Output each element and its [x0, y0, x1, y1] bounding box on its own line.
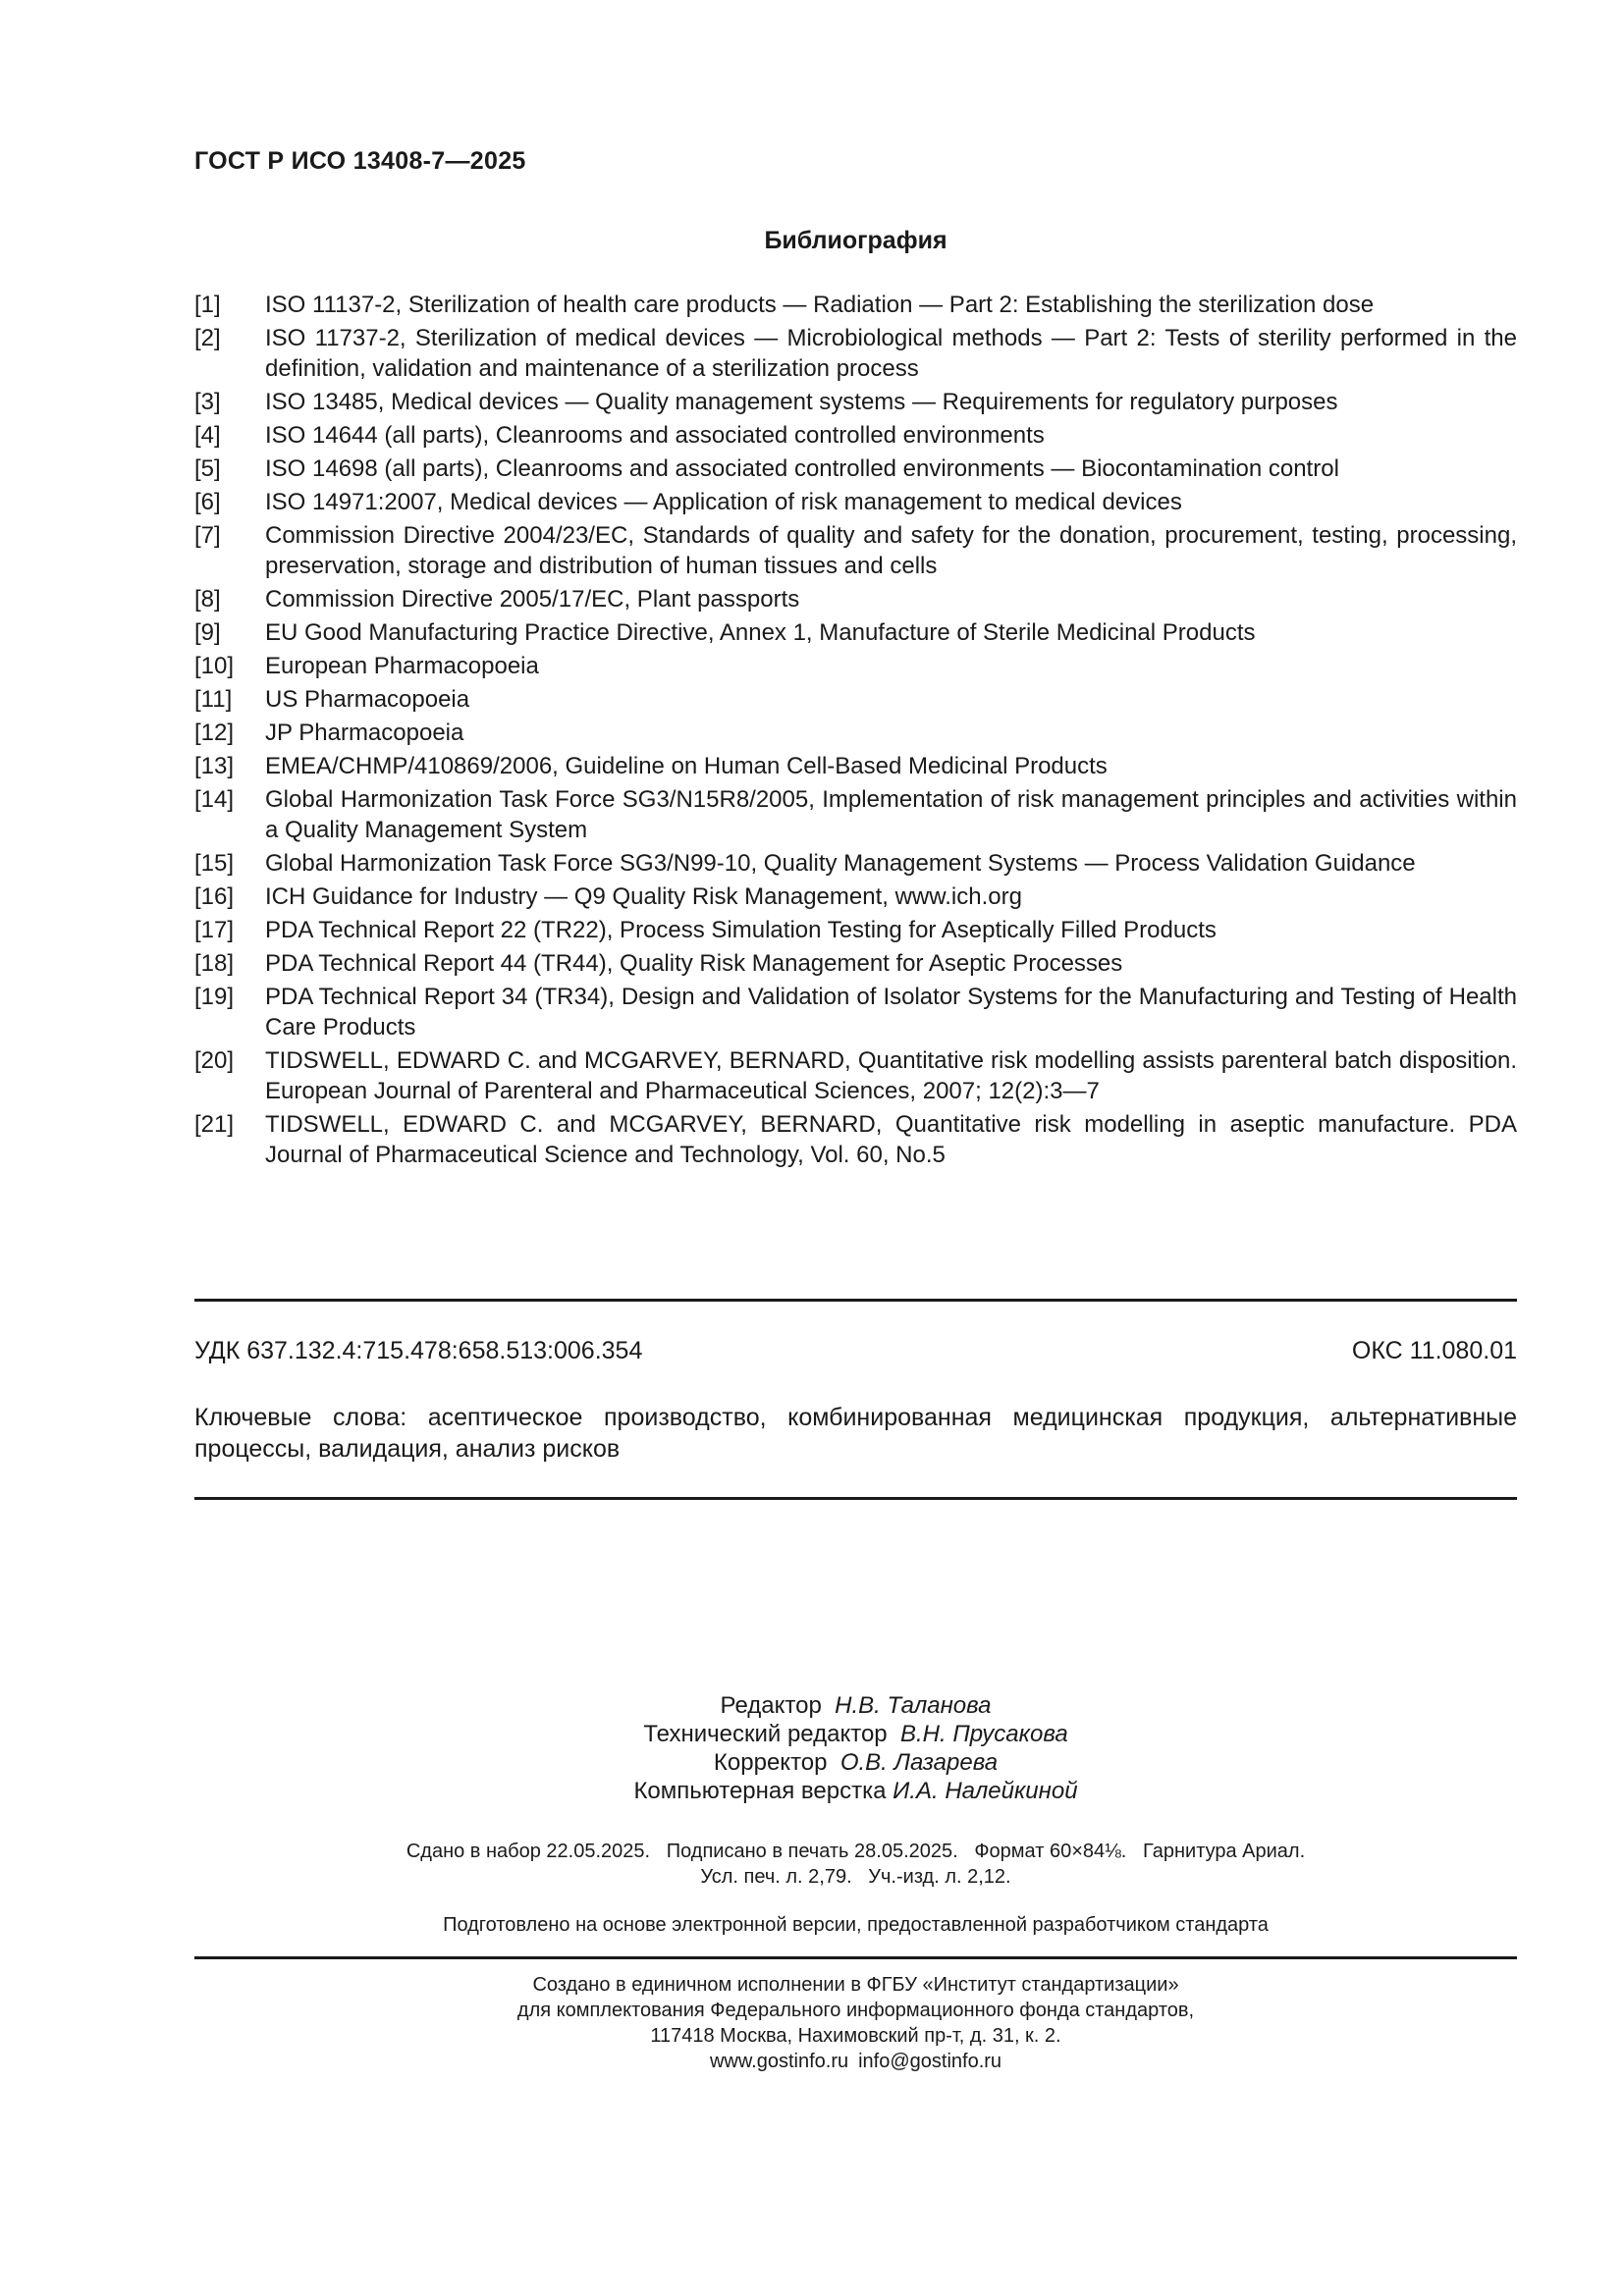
publisher-line: для комплектования Федерального информационного фонда стандартов, [516, 2000, 1195, 2021]
publisher-line: 117418 Москва, Нахимовский пр-т, д. 31, к. 2. [650, 2025, 1061, 2047]
bibliography-item [194, 718, 1517, 748]
bibliography-item-number: [3] [194, 389, 221, 415]
bibliography-item [194, 387, 1517, 417]
keywords: Ключевые слова: асептическое производство, комбинированная медицинская продукция, альтернативные процессы, валидация, анализ рисков [194, 1404, 1517, 1463]
staff-line: Редактор Н.В. Таланова [720, 1692, 992, 1719]
document-code: ГОСТ Р ИСО 13408-7—2025 [194, 147, 526, 175]
bibliography-item-number: [21] [194, 1111, 235, 1138]
staff-line: Технический редактор В.Н. Прусакова [643, 1721, 1068, 1747]
staff-credits [194, 1691, 1517, 1805]
website-link[interactable]: www.gostinfo.ru [709, 2051, 849, 2072]
bibliography-item-number: [20] [194, 1047, 235, 1074]
bibliography-item-number: [11] [194, 686, 233, 713]
bibliography-item [194, 454, 1517, 484]
bibliography-item-text: ISO 14971:2007, Medical devices — Application of risk management to medical devices [265, 489, 1182, 515]
bibliography-item [194, 1045, 1517, 1106]
bibliography-item-text: EMEA/CHMP/410869/2006, Guideline on Human Cell-Based Medicinal Products [265, 753, 1108, 779]
email-link[interactable]: info@gostinfo.ru [858, 2051, 1002, 2072]
bibliography-item-text: US Pharmacopoeia [265, 686, 470, 713]
classification-row [194, 1337, 1517, 1365]
bibliography-item-number: [17] [194, 917, 235, 943]
bibliography-item-number: [19] [194, 984, 235, 1010]
bibliography-item-number: [5] [194, 455, 221, 482]
bibliography-item-number: [15] [194, 850, 235, 877]
bibliography-item-text: Global Harmonization Task Force SG3/N15R8/2005, Implementation of risk management principles and activities within a Quality Management System [265, 786, 1517, 843]
bibliography-item-number: [18] [194, 950, 235, 977]
prepared-note: Подготовлено на основе электронной версии, предоставленной разработчиком стандарта [443, 1914, 1269, 1936]
divider-bottom [194, 1956, 1517, 1959]
bibliography-item [194, 915, 1517, 945]
bibliography-item-text: ISO 13485, Medical devices — Quality management systems — Requirements for regulatory purposes [265, 389, 1338, 415]
bibliography-item-text: European Pharmacopoeia [265, 653, 539, 679]
staff-name: О.В. Лазарева [839, 1749, 999, 1776]
bibliography-item-text: PDA Technical Report 22 (TR22), Process Simulation Testing for Aseptically Filled Products [265, 917, 1217, 943]
bibliography-item-text: PDA Technical Report 44 (TR44), Quality Risk Management for Aseptic Processes [265, 950, 1123, 977]
bibliography-item-text: TIDSWELL, EDWARD C. and MCGARVEY, BERNARD, Quantitative risk modelling assists parenteral batch disposition. European Journal of Parenteral and Pharmaceutical Sciences, 2007; 12(2):3—7 [265, 1047, 1517, 1104]
bibliography-item-text: EU Good Manufacturing Practice Directive, Annex 1, Manufacture of Sterile Medicinal Products [265, 619, 1256, 646]
bibliography-item [194, 617, 1517, 648]
staff-line: Компьютерная верстка И.А. Налейкиной [633, 1778, 1078, 1804]
bibliography-item-number: [2] [194, 325, 221, 351]
bibliography-item-text: Global Harmonization Task Force SG3/N99-10, Quality Management Systems — Process Validation Guidance [265, 850, 1416, 877]
print-info-line: Усл. печ. л. 2,79. Уч.-изд. л. 2,12. [700, 1866, 1011, 1888]
bibliography-item-text: ISO 14698 (all parts), Cleanrooms and associated controlled environments — Biocontamination control [265, 455, 1339, 482]
bibliography-item [194, 651, 1517, 681]
bibliography-item [194, 848, 1517, 879]
bibliography-list [194, 290, 1517, 1173]
bibliography-item [194, 1109, 1517, 1170]
bibliography-item [194, 881, 1517, 912]
publisher-contacts [194, 2049, 1517, 2074]
publisher-line: Создано в единичном исполнении в ФГБУ «Институт стандартизации» [532, 1974, 1179, 1996]
print-info-line: Сдано в набор 22.05.2025. Подписано в печать 28.05.2025. Формат 60×84⅛. Гарнитура Ариал. [406, 1841, 1306, 1862]
staff-name: И.А. Налейкиной [893, 1778, 1078, 1804]
bibliography-item [194, 751, 1517, 781]
bibliography-item [194, 420, 1517, 451]
bibliography-item-number: [1] [194, 292, 221, 318]
bibliography-item-text: PDA Technical Report 34 (TR34), Design and Validation of Isolator Systems for the Manufacturing and Testing of Health Care Products [265, 984, 1517, 1041]
bibliography-item-number: [10] [194, 653, 235, 679]
bibliography-title: Библиография [764, 227, 947, 254]
bibliography-item-number: [6] [194, 489, 221, 515]
bibliography-item-number: [9] [194, 619, 221, 646]
bibliography-item-text: ISO 11137-2, Sterilization of health care products — Radiation — Part 2: Establishing the sterilization dose [265, 292, 1375, 318]
staff-name: Н.В. Таланова [835, 1692, 992, 1719]
bibliography-item-text: ISO 11737-2, Sterilization of medical devices — Microbiological methods — Part 2: Tests of sterility performed in the definition, validation and maintenance of a sterilization process [265, 325, 1517, 382]
oks-code: ОКС 11.080.01 [1351, 1337, 1517, 1364]
staff-name: В.Н. Прусакова [900, 1721, 1068, 1747]
bibliography-item-number: [7] [194, 522, 221, 549]
publisher-info [194, 1972, 1517, 2074]
bibliography-item-text: JP Pharmacopoeia [265, 720, 464, 746]
bibliography-item-number: [12] [194, 720, 235, 746]
bibliography-item-number: [4] [194, 422, 221, 449]
bibliography-item [194, 290, 1517, 320]
bibliography-item [194, 520, 1517, 581]
bibliography-item [194, 784, 1517, 845]
udk-code: УДК 637.132.4:715.478:658.513:006.354 [194, 1337, 643, 1364]
bibliography-item-number: [13] [194, 753, 235, 779]
divider-keywords [194, 1497, 1517, 1500]
bibliography-item [194, 948, 1517, 979]
bibliography-item-text: ICH Guidance for Industry — Q9 Quality Risk Management, www.ich.org [265, 883, 1022, 910]
bibliography-item-text: ISO 14644 (all parts), Cleanrooms and associated controlled environments [265, 422, 1045, 449]
bibliography-item [194, 982, 1517, 1042]
bibliography-item [194, 584, 1517, 614]
bibliography-item [194, 684, 1517, 715]
bibliography-item-text: Commission Directive 2005/17/EC, Plant passports [265, 586, 800, 613]
staff-line: Корректор О.В. Лазарева [713, 1749, 999, 1776]
bibliography-item-number: [14] [194, 786, 235, 813]
bibliography-item [194, 487, 1517, 517]
bibliography-item-text: TIDSWELL, EDWARD C. and MCGARVEY, BERNARD, Quantitative risk modelling in aseptic manufacture. PDA Journal of Pharmaceutical Science and Technology, Vol. 60, No.5 [265, 1111, 1517, 1168]
divider-top [194, 1299, 1517, 1302]
bibliography-item-number: [16] [194, 883, 235, 910]
bibliography-item-text: Commission Directive 2004/23/EC, Standards of quality and safety for the donation, procurement, testing, processing, preservation, storage and distribution of human tissues and cells [265, 522, 1517, 579]
bibliography-item-number: [8] [194, 586, 221, 613]
print-info [194, 1839, 1517, 1890]
bibliography-item [194, 323, 1517, 384]
